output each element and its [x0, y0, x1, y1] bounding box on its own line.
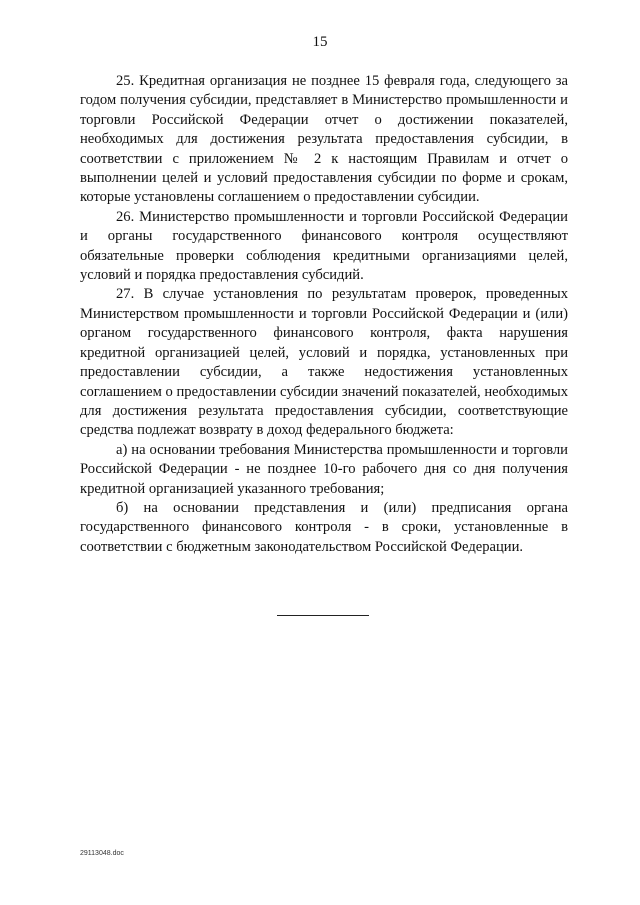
paragraph-25: 25. Кредитная организация не позднее 15 февраля года, следующего за годом получения субсидии, представляет в Министерство промышленности и торговли Российской Федерации отчет о достижении показателей, необходимых для достижения результата предоставления субсидии, в соответствии с приложением № 2 к настоящим Правилам и отчет о выполнении целей и условий предоставления субсидии по форме и срокам, которые установлены соглашением о предоставлении субсидии. — [80, 73, 568, 206]
end-divider — [277, 615, 369, 616]
paragraph-26: 26. Министерство промышленности и торговли Российской Федерации и органы государственного финансового контроля осуществляют обязательные проверки соблюдения кредитными организациями целей, условий и порядка предоставления субсидий. — [80, 208, 568, 284]
footer-filename: 29113048.doc — [80, 850, 124, 857]
page-number: 15 — [312, 34, 328, 50]
paragraph-27-item-b: б) на основании представления и (или) предписания органа государственного финансового контроля - в сроки, установленные в соответствии с бюджетным законодательством Российской Федерации. — [80, 499, 568, 555]
paragraph-27: 27. В случае установления по результатам проверок, проведенных Министерством промышленности и торговли Российской Федерации и (или) органом государственного финансового контроля, факта нарушения кредитной организацией целей, условий и порядка, установленных при предоставлении субсидии, а также недостижения установленных соглашением о предоставлении субсидии значений показателей, необходимых для достижения результата предоставления субсидии, соответствующие средства подлежат возврату в доход федерального бюджета: — [80, 286, 568, 439]
document-body — [80, 72, 568, 557]
paragraph-27-item-a: а) на основании требования Министерства промышленности и торговли Российской Федерации - не позднее 10-го рабочего дня со дня получения кредитной организацией указанного требования; — [80, 441, 568, 497]
